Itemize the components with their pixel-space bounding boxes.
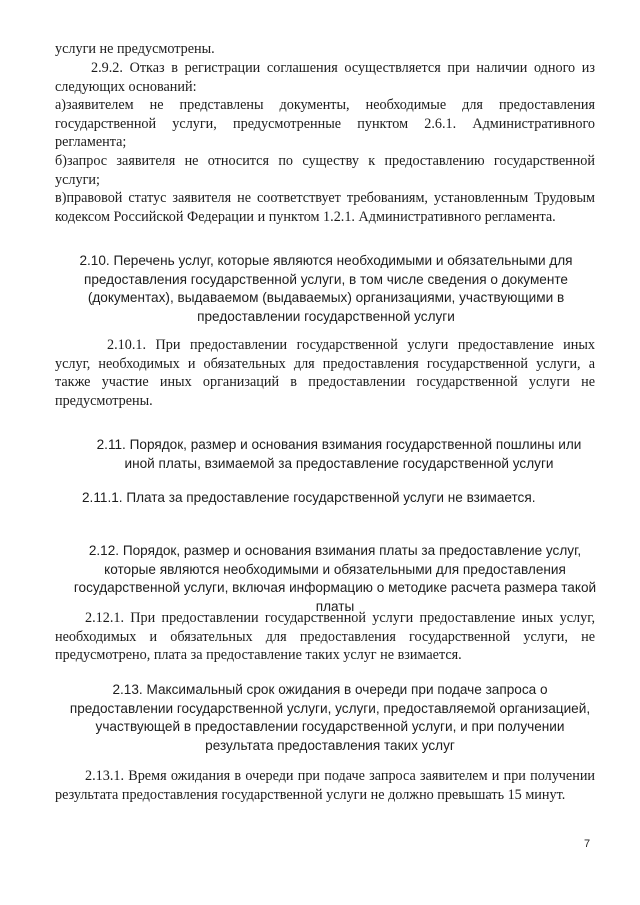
list-marker-v: в) (55, 190, 67, 206)
paragraph-2-12-1: 2.12.1. При предоставлении государственной услуги предоставление иных услуг, необходимых и обязательных для предоставления государственной услуги, не предусмотрено, плата за предоставление таких услуг не взимается. (55, 610, 595, 664)
page-number: 7 (584, 838, 591, 850)
list-item-v (55, 189, 595, 226)
heading-2-10: 2.10. Перечень услуг, которые являются необходимыми и обязательными для предоставления государственной услуги, в том числе сведения о документе (документах), выдаваемом (выдаваемых) организациями, участвующими в предоставлении государственной услуги (79, 253, 573, 324)
list-marker-b: б) (55, 153, 67, 169)
list-text-b: запрос заявителя не относится по существу к предоставлению государственной услуги; (55, 153, 595, 188)
paragraph-continuation: услуги не предусмотрены. (55, 41, 215, 57)
heading-2-12: 2.12. Порядок, размер и основания взимания платы за предоставление услуг, которые являются необходимыми и обязательными для предоставления государственной услуги, включая информацию о методике расчета размера такой платы (73, 543, 597, 614)
list-item-a (55, 96, 595, 152)
paragraph-2-13-1: 2.13.1. Время ожидания в очереди при подаче запроса заявителем и при получении результата предоставления государственной услуги не должно превышать 15 минут. (55, 768, 595, 803)
list-text-v: правовой статус заявителя не соответствует требованиям, установленным Трудовым кодексом Российской Федерации и пунктом 1.2.1. Административного регламента. (55, 190, 595, 225)
list-marker-a: а) (55, 97, 67, 113)
paragraph-2-11-1: 2.11.1. Плата за предоставление государственной услуги не взимается. (82, 490, 536, 505)
paragraph-2-9-2: 2.9.2. Отказ в регистрации соглашения осуществляется при наличии одного из следующих оснований: (55, 60, 595, 95)
paragraph-2-10-1: 2.10.1. При предоставлении государственной услуги предоставление иных услуг, необходимых и обязательных для предоставления государственной услуги, а также участие иных организаций в предоставлении государственной услуги не предусмотрены. (55, 337, 595, 409)
heading-2-13: 2.13. Максимальный срок ожидания в очереди при подаче запроса о предоставлении государственной услуги, услуги, предоставляемой организацией, участвующей в предоставлении государственной услуги, и при получении результата предоставления таких услуг (69, 682, 591, 753)
list-item-b (55, 152, 595, 189)
list-text-a: заявителем не представлены документы, необходимые для предоставления государственной услуги, предусмотренные пунктом 2.6.1. Административного регламента; (55, 97, 595, 151)
heading-2-11: 2.11. Порядок, размер и основания взимания государственной пошлины или иной платы, взимаемой за предоставление государственной услуги (96, 437, 582, 471)
